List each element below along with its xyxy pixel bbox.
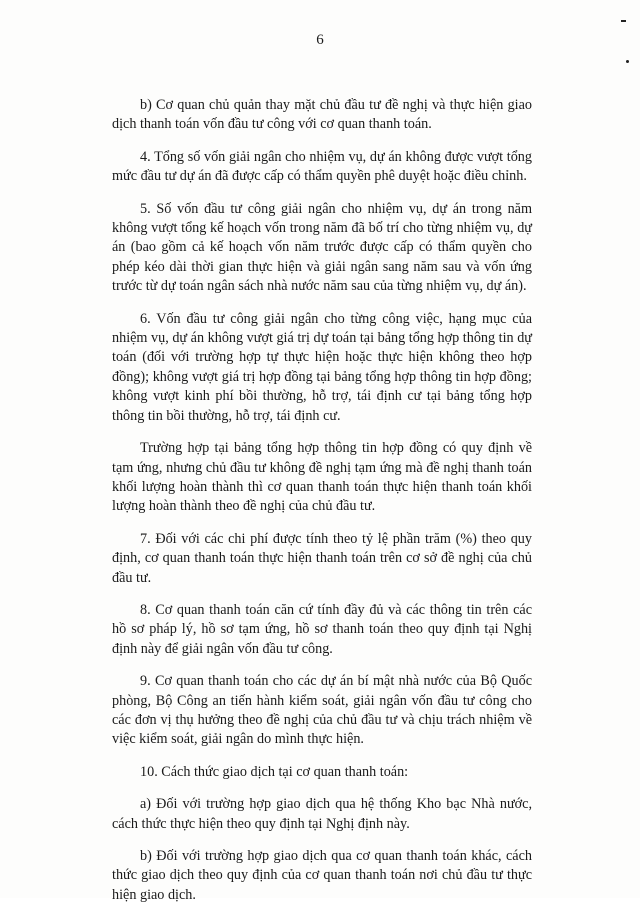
paragraph-6-advance-case: Trường hợp tại bảng tổng hợp thông tin hợp đồng có quy định về tạm ứng, nhưng chủ đầu tư không đề nghị tạm ứng mà đề nghị thanh toán khối lượng hoàn thành thì cơ quan thanh toán thực hiện thanh toán khối lượng hoàn thành theo đề nghị của chủ đầu tư. [112,440,532,515]
paragraph-5: 5. Số vốn đầu tư công giải ngân cho nhiệm vụ, dự án trong năm không vượt tổng kế hoạch vốn trong năm đã bố trí cho từng nhiệm vụ, dự án (bao gồm cả kế hoạch vốn năm trước được cấp có thẩm quyền cho phép kéo dài thời gian thực hiện và giải ngân sang năm sau và vốn ứng trước từ dự toán ngân sách nhà nước năm sau của từng nhiệm vụ, dự án). [112,200,532,295]
paragraph-10a: a) Đối với trường hợp giao dịch qua hệ thống Kho bạc Nhà nước, cách thức thực hiện theo quy định tại Nghị định này. [112,796,532,832]
paragraph-9: 9. Cơ quan thanh toán cho các dự án bí mật nhà nước của Bộ Quốc phòng, Bộ Công an tiến hành kiểm soát, giải ngân vốn đầu tư công cho các đơn vị thụ hưởng theo đề nghị của chủ đầu tư và chịu trách nhiệm về việc kiểm soát, giải ngân do mình thực hiện. [112,673,532,748]
paragraph-4: 4. Tổng số vốn giải ngân cho nhiệm vụ, dự án không được vượt tổng mức đầu tư dự án đã được cấp có thẩm quyền phê duyệt hoặc điều chỉnh. [112,148,532,185]
scan-mark-top [621,20,626,22]
scan-mark-small [626,60,629,63]
document-body [112,96,532,918]
paragraph-8: 8. Cơ quan thanh toán căn cứ tính đầy đủ và các thông tin trên các hồ sơ pháp lý, hồ sơ tạm ứng, hồ sơ thanh toán theo quy định tại Nghị định này để giải ngân vốn đầu tư công. [112,601,532,657]
paragraph-6: 6. Vốn đầu tư công giải ngân cho từng công việc, hạng mục của nhiệm vụ, dự án không vượt giá trị dự toán tại bảng tổng hợp thông tin dự toán (đối với trường hợp tự thực hiện hoặc thực hiện không theo hợp đồng); không vượt giá trị hợp đồng tại bảng tổng hợp thông tin hợp đồng; không vượt kinh phí bồi thường, hỗ trợ, tái định cư tại bảng tổng hợp thông tin bồi thường, hỗ trợ, tái định cư. [112,310,532,424]
paragraph-7: 7. Đối với các chi phí được tính theo tỷ lệ phần trăm (%) theo quy định, cơ quan thanh toán thực hiện thanh toán trên cơ sở đề nghị của chủ đầu tư. [112,530,532,586]
page-number: 6 [316,32,324,48]
paragraph-10b: b) Đối với trường hợp giao dịch qua cơ quan thanh toán khác, cách thức giao dịch theo quy định của cơ quan thanh toán nơi chủ đầu tư thực hiện giao dịch. [112,848,532,903]
paragraph-10: 10. Cách thức giao dịch tại cơ quan thanh toán: [140,763,409,780]
paragraph-3b: b) Cơ quan chủ quản thay mặt chủ đầu tư đề nghị và thực hiện giao dịch thanh toán vốn đầu tư công với cơ quan thanh toán. [112,97,532,133]
